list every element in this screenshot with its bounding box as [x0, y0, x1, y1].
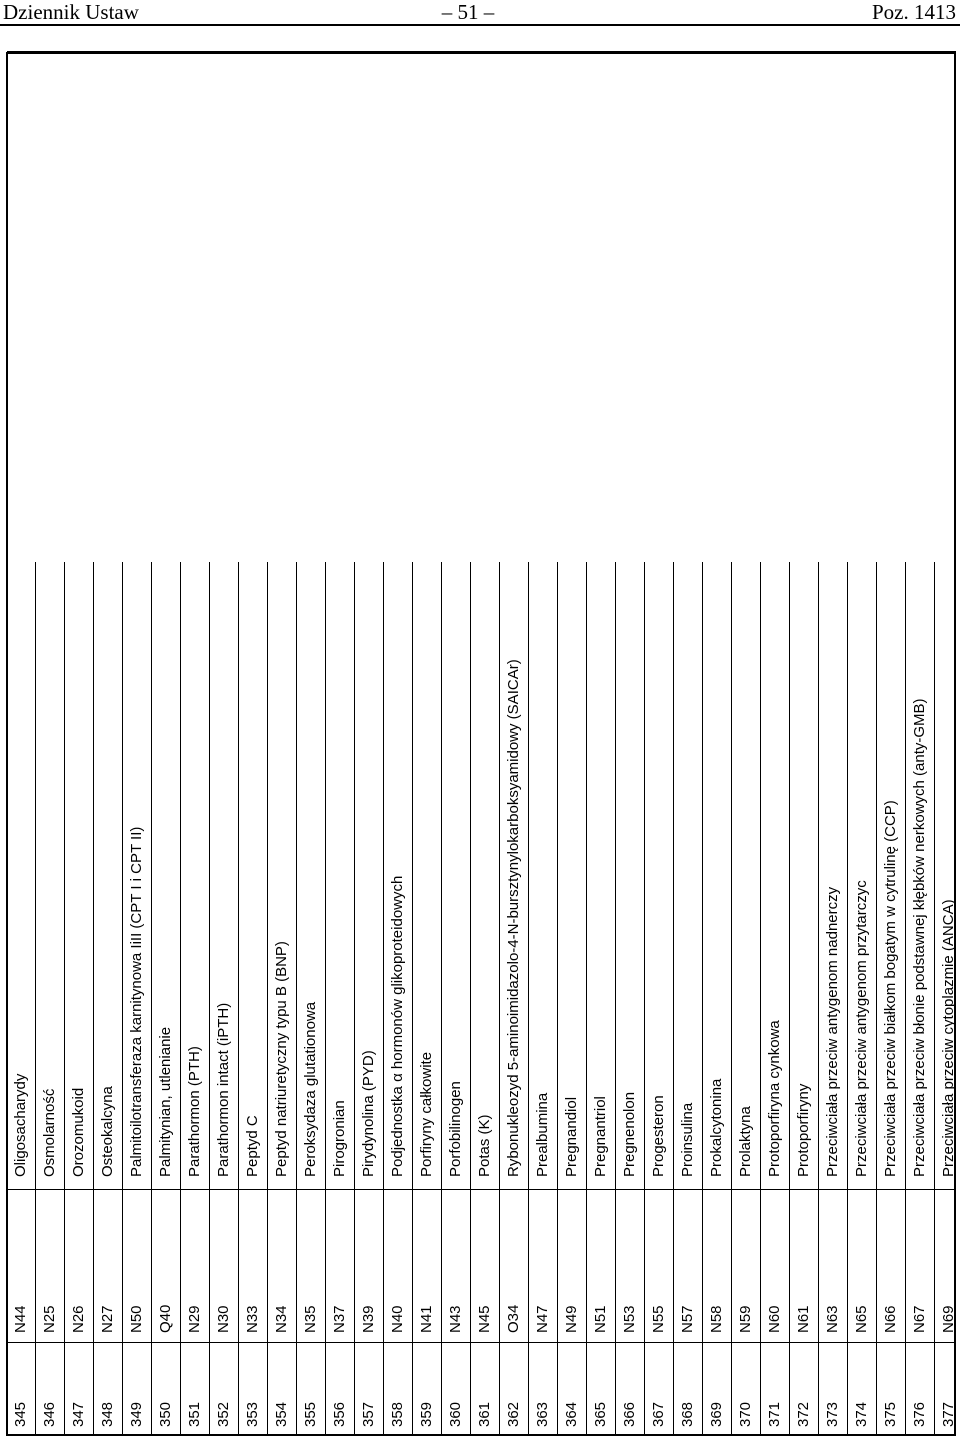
table-row	[818, 562, 847, 1436]
row-number-cell	[296, 1342, 325, 1436]
table-row	[383, 562, 412, 1436]
row-number: 354	[272, 1401, 290, 1427]
test-code: N59	[736, 1305, 754, 1333]
test-code: N26	[69, 1305, 87, 1333]
position-number: Poz. 1413	[872, 0, 956, 24]
row-number: 350	[156, 1401, 174, 1427]
test-name-cell	[673, 562, 702, 1189]
row-number-cell	[64, 1342, 93, 1436]
row-separator	[325, 562, 326, 1436]
test-code-cell	[818, 1189, 847, 1342]
row-number: 371	[765, 1401, 783, 1427]
table-row	[209, 562, 238, 1436]
table-row	[731, 562, 760, 1436]
row-separator	[586, 562, 587, 1436]
row-separator	[470, 562, 471, 1436]
test-name-cell	[760, 562, 789, 1189]
table-row	[557, 562, 586, 1436]
test-name: Przeciwciała przeciw antygenom nadnerczy	[823, 886, 841, 1177]
row-number-cell	[441, 1342, 470, 1436]
test-code-cell	[470, 1189, 499, 1342]
row-separator	[557, 562, 558, 1436]
row-number: 373	[823, 1401, 841, 1427]
test-code: N44	[11, 1305, 29, 1333]
row-separator	[673, 562, 674, 1436]
test-name: Przeciwciała przeciw białkom bogatym w cytrulinę (CCP)	[881, 800, 899, 1177]
test-name: Podjednostka α hormonów glikoproteidowych	[388, 875, 406, 1177]
test-code-cell	[238, 1189, 267, 1342]
test-name-cell	[644, 562, 673, 1189]
table-row	[499, 562, 528, 1436]
row-separator	[789, 562, 790, 1436]
test-name-cell	[296, 562, 325, 1189]
table-row	[905, 562, 934, 1436]
test-code: N65	[852, 1305, 870, 1333]
test-code-cell	[383, 1189, 412, 1342]
test-code: Q40	[156, 1304, 174, 1333]
row-number-cell	[644, 1342, 673, 1436]
row-number: 345	[11, 1401, 29, 1427]
row-number: 355	[301, 1401, 319, 1427]
test-code: N29	[185, 1305, 203, 1333]
test-code-cell	[296, 1189, 325, 1342]
table-row	[354, 562, 383, 1436]
table-row	[760, 562, 789, 1436]
row-number-cell	[615, 1342, 644, 1436]
test-name-cell	[934, 562, 960, 1189]
row-number: 361	[475, 1401, 493, 1427]
row-separator	[209, 562, 210, 1436]
table-row	[644, 562, 673, 1436]
test-name-cell	[64, 562, 93, 1189]
row-number-cell	[702, 1342, 731, 1436]
test-name-cell	[35, 562, 64, 1189]
test-code-cell	[64, 1189, 93, 1342]
row-number: 356	[330, 1401, 348, 1427]
row-number-cell	[934, 1342, 960, 1436]
row-number: 370	[736, 1401, 754, 1427]
test-code-cell	[789, 1189, 818, 1342]
test-code-cell	[615, 1189, 644, 1342]
test-code-cell	[209, 1189, 238, 1342]
table-row	[528, 562, 557, 1436]
test-name: Osteokalcyna	[98, 1086, 116, 1177]
row-number: 351	[185, 1401, 203, 1427]
test-name: Pregnantriol	[591, 1096, 609, 1177]
row-number: 357	[359, 1401, 377, 1427]
test-code-cell	[557, 1189, 586, 1342]
journal-title: Dziennik Ustaw	[3, 0, 139, 24]
test-name-cell	[528, 562, 557, 1189]
test-code-cell	[731, 1189, 760, 1342]
row-number: 349	[127, 1401, 145, 1427]
test-code: N67	[910, 1305, 928, 1333]
row-number-cell	[209, 1342, 238, 1436]
row-number-cell	[586, 1342, 615, 1436]
test-code: N58	[707, 1305, 725, 1333]
row-number: 353	[243, 1401, 261, 1427]
table-row	[151, 562, 180, 1436]
test-code: N35	[301, 1305, 319, 1333]
test-code: N25	[40, 1305, 58, 1333]
table-row	[412, 562, 441, 1436]
row-number-cell	[383, 1342, 412, 1436]
test-name: Orozomukoid	[69, 1087, 87, 1177]
table-row	[93, 562, 122, 1436]
row-number-cell	[818, 1342, 847, 1436]
test-code: N60	[765, 1305, 783, 1333]
test-name-cell	[818, 562, 847, 1189]
test-code-cell	[499, 1189, 528, 1342]
row-number: 367	[649, 1401, 667, 1427]
test-name: Progesteron	[649, 1095, 667, 1177]
test-code: N41	[417, 1305, 435, 1333]
table-row	[325, 562, 354, 1436]
test-code-cell	[905, 1189, 934, 1342]
test-code-cell	[267, 1189, 296, 1342]
page-number: – 51 –	[441, 0, 495, 24]
table-row	[876, 562, 905, 1436]
table-row	[35, 562, 64, 1436]
row-number-cell	[557, 1342, 586, 1436]
test-code-cell	[847, 1189, 876, 1342]
table-row	[615, 562, 644, 1436]
test-name-cell	[6, 562, 35, 1189]
row-number: 376	[910, 1401, 928, 1427]
row-number-cell	[412, 1342, 441, 1436]
test-code: N53	[620, 1305, 638, 1333]
test-code-cell	[180, 1189, 209, 1342]
test-name: Pregnenolon	[620, 1091, 638, 1177]
row-separator	[615, 562, 616, 1436]
test-name-cell	[267, 562, 296, 1189]
test-code-cell	[354, 1189, 383, 1342]
test-name: Pirogronian	[330, 1100, 348, 1177]
test-code: N69	[939, 1305, 957, 1333]
test-name-cell	[151, 562, 180, 1189]
row-number-cell	[731, 1342, 760, 1436]
row-number-cell	[789, 1342, 818, 1436]
lab-tests-table	[6, 562, 956, 1436]
row-number-cell	[93, 1342, 122, 1436]
test-code: N61	[794, 1305, 812, 1333]
row-separator	[64, 562, 65, 1436]
row-number: 377	[939, 1401, 957, 1427]
test-code-cell	[934, 1189, 960, 1342]
test-name: Parathormon intact (iPTH)	[214, 1002, 232, 1177]
test-code: N34	[272, 1305, 290, 1333]
test-code: N43	[446, 1305, 464, 1333]
table-row	[789, 562, 818, 1436]
test-name: Peptyd C	[243, 1115, 261, 1177]
row-separator	[441, 562, 442, 1436]
row-separator	[296, 562, 297, 1436]
row-number-cell	[905, 1342, 934, 1436]
row-number: 352	[214, 1401, 232, 1427]
row-separator	[876, 562, 877, 1436]
row-separator	[383, 562, 384, 1436]
row-number-cell	[35, 1342, 64, 1436]
test-name-cell	[93, 562, 122, 1189]
table-row	[238, 562, 267, 1436]
header-rule	[0, 24, 960, 26]
row-separator	[644, 562, 645, 1436]
test-code-cell	[151, 1189, 180, 1342]
test-code: N45	[475, 1305, 493, 1333]
test-name-cell	[412, 562, 441, 1189]
row-separator	[180, 562, 181, 1436]
test-code: N66	[881, 1305, 899, 1333]
test-code-cell	[35, 1189, 64, 1342]
test-name: Palmitoilotransferaza karnitynowa IiII (CPT I i CPT II)	[127, 826, 145, 1177]
test-name-cell	[586, 562, 615, 1189]
test-code: N57	[678, 1305, 696, 1333]
test-name-cell	[209, 562, 238, 1189]
table-row	[296, 562, 325, 1436]
test-code: N33	[243, 1305, 261, 1333]
test-code: N39	[359, 1305, 377, 1333]
test-code: N49	[562, 1305, 580, 1333]
table-row	[847, 562, 876, 1436]
row-number: 346	[40, 1401, 58, 1427]
test-code-cell	[876, 1189, 905, 1342]
test-code-cell	[412, 1189, 441, 1342]
row-separator	[818, 562, 819, 1436]
test-name: Parathormon (PTH)	[185, 1046, 203, 1177]
row-number-cell	[267, 1342, 296, 1436]
test-code-cell	[586, 1189, 615, 1342]
row-separator	[151, 562, 152, 1436]
page-header	[0, 0, 960, 30]
test-code-cell	[702, 1189, 731, 1342]
test-name: Prokalcytonina	[707, 1078, 725, 1177]
table-row	[441, 562, 470, 1436]
test-name: Prealbumina	[533, 1092, 551, 1177]
test-name: Przeciwciała przeciw błonie podstawnej kłębków nerkowych (anty-GMB)	[910, 698, 928, 1177]
test-name-cell	[499, 562, 528, 1189]
row-separator	[122, 562, 123, 1436]
row-number-cell	[238, 1342, 267, 1436]
test-name-cell	[325, 562, 354, 1189]
row-number-cell	[180, 1342, 209, 1436]
test-name-cell	[615, 562, 644, 1189]
test-name: Palmitynian, utlenianie	[156, 1026, 174, 1177]
table-row	[180, 562, 209, 1436]
row-separator	[934, 562, 935, 1436]
test-code-cell	[122, 1189, 151, 1342]
row-separator	[702, 562, 703, 1436]
test-name-cell	[441, 562, 470, 1189]
table-row	[586, 562, 615, 1436]
test-code: N27	[98, 1305, 116, 1333]
row-number: 364	[562, 1401, 580, 1427]
row-number: 369	[707, 1401, 725, 1427]
test-name-cell	[731, 562, 760, 1189]
row-number-cell	[122, 1342, 151, 1436]
row-number-cell	[354, 1342, 383, 1436]
test-name: Proinsulina	[678, 1102, 696, 1177]
test-code: N51	[591, 1305, 609, 1333]
test-code-cell	[325, 1189, 354, 1342]
test-code: N50	[127, 1305, 145, 1333]
row-number-cell	[151, 1342, 180, 1436]
row-number: 360	[446, 1401, 464, 1427]
row-number-cell	[470, 1342, 499, 1436]
row-number-cell	[760, 1342, 789, 1436]
row-separator	[731, 562, 732, 1436]
test-name-cell	[383, 562, 412, 1189]
test-name-cell	[122, 562, 151, 1189]
table-row	[267, 562, 296, 1436]
test-name-cell	[238, 562, 267, 1189]
test-name: Pirydynolina (PYD)	[359, 1050, 377, 1177]
table-frame-top-rule	[7, 51, 956, 52]
test-name-cell	[789, 562, 818, 1189]
row-number: 363	[533, 1401, 551, 1427]
row-separator	[847, 562, 848, 1436]
row-separator	[760, 562, 761, 1436]
row-number: 348	[98, 1401, 116, 1427]
test-name-cell	[180, 562, 209, 1189]
test-code-cell	[6, 1189, 35, 1342]
test-code: N63	[823, 1305, 841, 1333]
row-separator	[412, 562, 413, 1436]
table-row	[673, 562, 702, 1436]
test-name: Peptyd natriuretyczny typu B (BNP)	[272, 941, 290, 1177]
test-name-cell	[470, 562, 499, 1189]
row-separator	[238, 562, 239, 1436]
row-separator	[93, 562, 94, 1436]
row-number-cell	[847, 1342, 876, 1436]
test-code-cell	[673, 1189, 702, 1342]
row-number-cell	[876, 1342, 905, 1436]
test-code: N37	[330, 1305, 348, 1333]
row-separator	[528, 562, 529, 1436]
table-row	[702, 562, 731, 1436]
test-code-cell	[528, 1189, 557, 1342]
test-code: N30	[214, 1305, 232, 1333]
row-number-cell	[528, 1342, 557, 1436]
test-code: N47	[533, 1305, 551, 1333]
row-separator	[354, 562, 355, 1436]
test-name-cell	[557, 562, 586, 1189]
test-name: Oligosacharydy	[11, 1073, 29, 1177]
test-name: Osmolarność	[40, 1088, 58, 1177]
test-code-cell	[93, 1189, 122, 1342]
row-number: 365	[591, 1401, 609, 1427]
test-name: Przeciwciała przeciw cytoplazmie (ANCA)	[939, 899, 957, 1177]
row-separator	[905, 562, 906, 1436]
test-name-cell	[847, 562, 876, 1189]
test-name-cell	[876, 562, 905, 1189]
row-number: 366	[620, 1401, 638, 1427]
row-number-cell	[499, 1342, 528, 1436]
row-number: 372	[794, 1401, 812, 1427]
table-row	[934, 562, 960, 1436]
test-name-cell	[905, 562, 934, 1189]
test-name: Porfiryny całkowite	[417, 1051, 435, 1177]
table-row	[64, 562, 93, 1436]
table-row	[122, 562, 151, 1436]
row-number: 375	[881, 1401, 899, 1427]
test-code: O34	[504, 1304, 522, 1333]
row-number: 358	[388, 1401, 406, 1427]
row-number: 347	[69, 1401, 87, 1427]
row-number: 374	[852, 1401, 870, 1427]
test-code: N40	[388, 1305, 406, 1333]
test-name: Protoporfiryna cynkowa	[765, 1020, 783, 1177]
test-code-cell	[760, 1189, 789, 1342]
test-name: Prolaktyna	[736, 1106, 754, 1177]
test-name: Pregnandiol	[562, 1096, 580, 1177]
test-code-cell	[441, 1189, 470, 1342]
row-separator	[267, 562, 268, 1436]
test-name: Protoporfiryny	[794, 1083, 812, 1177]
row-number: 368	[678, 1401, 696, 1427]
row-number: 359	[417, 1401, 435, 1427]
test-name: Porfobilinogen	[446, 1081, 464, 1177]
row-separator	[499, 562, 500, 1436]
test-name: Przeciwciała przeciw antygenom przytarczyc	[852, 880, 870, 1177]
row-number-cell	[325, 1342, 354, 1436]
row-number-cell	[6, 1342, 35, 1436]
row-number-cell	[673, 1342, 702, 1436]
test-name-cell	[702, 562, 731, 1189]
table-row	[6, 562, 35, 1436]
row-separator	[35, 562, 36, 1436]
test-code-cell	[644, 1189, 673, 1342]
row-number: 362	[504, 1401, 522, 1427]
test-name-cell	[354, 562, 383, 1189]
table-row	[470, 562, 499, 1436]
test-name: Potas (K)	[475, 1114, 493, 1177]
test-name: Peroksydaza glutationowa	[301, 1001, 319, 1177]
test-code: N55	[649, 1305, 667, 1333]
test-name: Rybonukleozyd 5-aminoimidazolo-4-N-bursztynylokarboksyamidowy (SAICAr)	[504, 659, 522, 1177]
